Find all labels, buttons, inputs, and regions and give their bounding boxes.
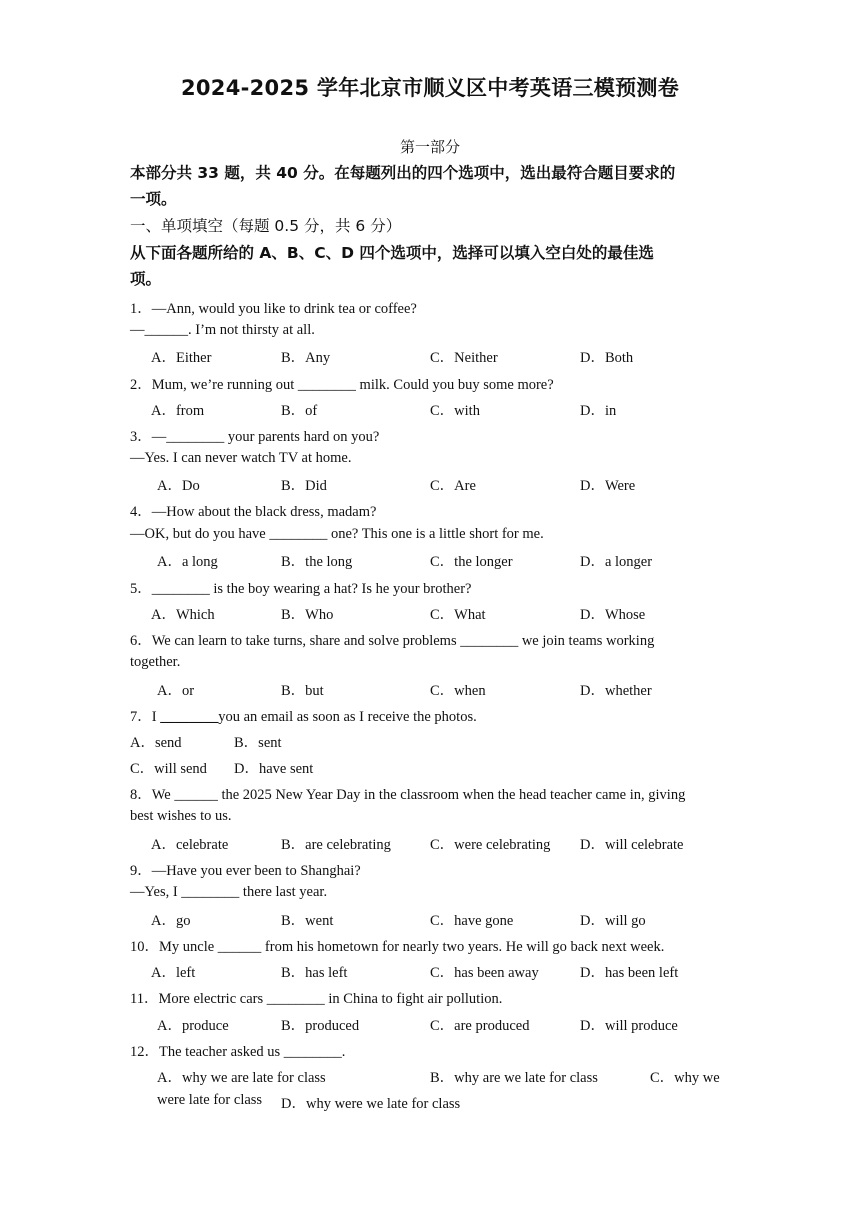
q7-option-a[interactable]: A．send — [130, 735, 182, 751]
q2-option-a[interactable]: A．from — [151, 403, 205, 419]
q10-option-d[interactable]: D．has been left — [580, 965, 679, 981]
question-12-stem: 12．The teacher asked us ________. — [130, 1044, 346, 1060]
q8-option-b[interactable]: B．are celebrating — [281, 837, 391, 853]
q4-option-b[interactable]: B．the long — [281, 554, 353, 570]
page-title: 2024-2025 学年北京市顺义区中考英语三模预测卷 — [180, 76, 680, 100]
q9-option-c[interactable]: C．have gone — [430, 913, 514, 929]
q10-option-a[interactable]: A．left — [151, 965, 196, 981]
question-11-stem: 11．More electric cars ________ in China to fight air pollution. — [130, 991, 503, 1007]
question-9-reply: —Yes, I ________ there last year. — [130, 884, 328, 900]
q3-option-d[interactable]: D．Were — [580, 478, 636, 494]
question-3-stem: 3．—________ your parents hard on you? — [130, 429, 380, 445]
q7-stem-start: 7．I — [130, 709, 161, 725]
question-5-stem: 5．________ is the boy wearing a hat? Is he your brother? — [130, 581, 472, 597]
question-4-stem: 4．—How about the black dress, madam? — [130, 504, 377, 520]
q8-option-c[interactable]: C．were celebrating — [430, 837, 551, 853]
question-4-reply: —OK, but do you have ________ one? This one is a little short for me. — [130, 526, 544, 542]
question-1-stem: 1．—Ann, would you like to drink tea or coffee? — [130, 301, 417, 317]
question-8-stem-cont: best wishes to us. — [130, 808, 232, 824]
q5-option-d[interactable]: D．Whose — [580, 607, 646, 623]
intro-line-2: 一项。 — [130, 190, 177, 208]
q6-option-a[interactable]: A．or — [157, 683, 195, 699]
q10-option-c[interactable]: C．has been away — [430, 965, 539, 981]
q12-option-a[interactable]: A．why we are late for class — [157, 1070, 326, 1086]
q11-option-a[interactable]: A．produce — [157, 1018, 229, 1034]
question-6-stem: 6．We can learn to take turns, share and solve problems ________ we join teams working — [130, 633, 655, 649]
q3-option-b[interactable]: B．Did — [281, 478, 327, 494]
instruction-line-2: 项。 — [130, 270, 162, 288]
q7-stem-end: you an email as soon as I receive the photos. — [218, 709, 477, 725]
question-9-stem: 9．—Have you ever been to Shanghai? — [130, 863, 361, 879]
q1-option-d[interactable]: D．Both — [580, 350, 634, 366]
question-7-stem — [130, 705, 477, 726]
question-10-stem: 10．My uncle ______ from his hometown for nearly two years. He will go back next week. — [130, 939, 665, 955]
q6-option-c[interactable]: C．when — [430, 683, 486, 699]
q7-option-d[interactable]: D．have sent — [234, 761, 314, 777]
q2-option-c[interactable]: C．with — [430, 403, 480, 419]
q11-option-b[interactable]: B．produced — [281, 1018, 360, 1034]
q12-option-b[interactable]: B．why are we late for class — [430, 1070, 598, 1086]
q5-option-a[interactable]: A．Which — [151, 607, 215, 623]
intro-line-1: 本部分共 33 题，共 40 分。在每题列出的四个选项中，选出最符合题目要求的 — [130, 164, 676, 182]
q4-option-d[interactable]: D．a longer — [580, 554, 653, 570]
question-2-stem: 2．Mum, we’re running out ________ milk. Could you buy some more? — [130, 377, 554, 393]
q7-blank: ________ — [160, 709, 219, 725]
section-heading: 一、单项填空（每题 0.5 分，共 6 分） — [130, 217, 402, 235]
q9-option-b[interactable]: B．went — [281, 913, 334, 929]
q6-option-d[interactable]: D．whether — [580, 683, 652, 699]
q3-option-a[interactable]: A．Do — [157, 478, 200, 494]
q12-option-d[interactable]: D．why were we late for class — [281, 1096, 461, 1112]
q9-option-a[interactable]: A．go — [151, 913, 191, 929]
q3-option-c[interactable]: C．Are — [430, 478, 476, 494]
q8-option-d[interactable]: D．will celebrate — [580, 837, 684, 853]
q11-option-d[interactable]: D．will produce — [580, 1018, 678, 1034]
q6-option-b[interactable]: B．but — [281, 683, 324, 699]
question-1-reply: —______. I’m not thirsty at all. — [130, 322, 315, 338]
q9-option-d[interactable]: D．will go — [580, 913, 646, 929]
q12-option-c[interactable]: C．why we — [650, 1070, 720, 1086]
q7-option-c[interactable]: C．will send — [130, 761, 207, 777]
q11-option-c[interactable]: C．are produced — [430, 1018, 530, 1034]
part-heading: 第一部分 — [399, 138, 460, 156]
q10-option-b[interactable]: B．has left — [281, 965, 348, 981]
q4-option-a[interactable]: A．a long — [157, 554, 218, 570]
q1-option-c[interactable]: C．Neither — [430, 350, 498, 366]
q2-option-b[interactable]: B．of — [281, 403, 318, 419]
q1-option-b[interactable]: B．Any — [281, 350, 331, 366]
instruction-line-1: 从下面各题所给的 A、B、C、D 四个选项中，选择可以填入空白处的最佳选 — [130, 244, 654, 262]
q4-option-c[interactable]: C．the longer — [430, 554, 513, 570]
q2-option-d[interactable]: D．in — [580, 403, 617, 419]
q5-option-c[interactable]: C．What — [430, 607, 486, 623]
question-3-reply: —Yes. I can never watch TV at home. — [130, 450, 352, 466]
question-8-stem: 8．We ______ the 2025 New Year Day in the classroom when the head teacher came in, giving — [130, 787, 686, 803]
q5-option-b[interactable]: B．Who — [281, 607, 334, 623]
q7-option-b[interactable]: B．sent — [234, 735, 282, 751]
q8-option-a[interactable]: A．celebrate — [151, 837, 229, 853]
question-6-stem-cont: together. — [130, 654, 181, 670]
q12-option-c-cont[interactable]: were late for class — [157, 1092, 263, 1108]
q1-option-a[interactable]: A．Either — [151, 350, 212, 366]
